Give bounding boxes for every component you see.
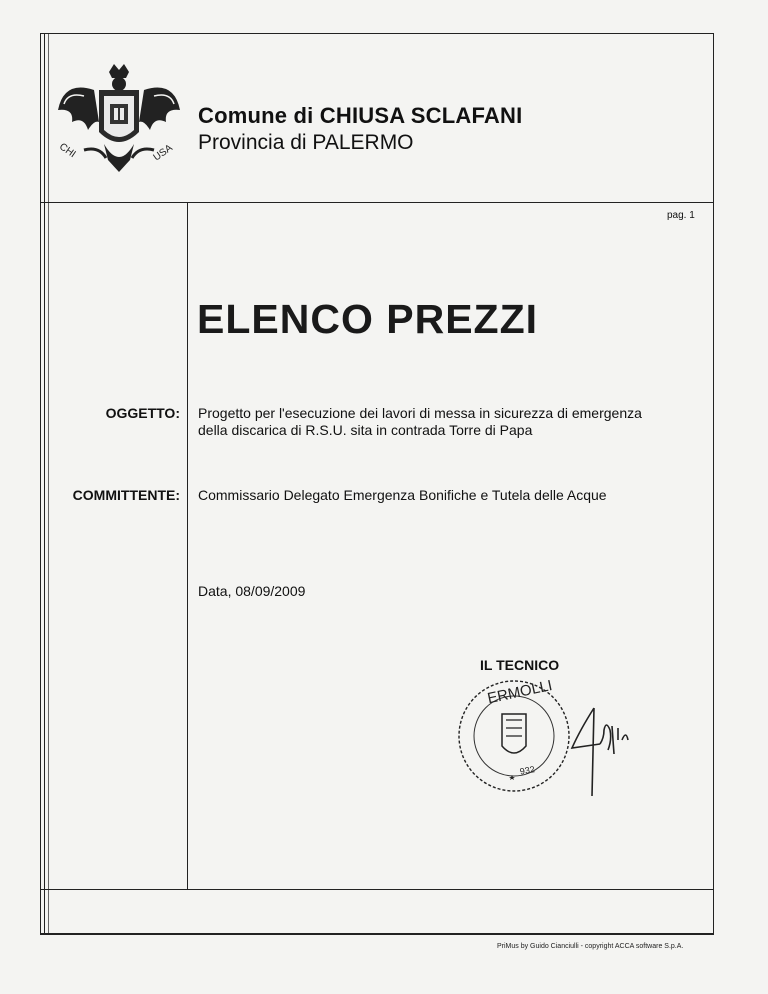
frame-left-line-3 [48, 33, 49, 935]
frame-left-line-2 [44, 33, 45, 935]
municipality-title: Comune di CHIUSA SCLAFANI [198, 103, 523, 128]
committente-label: COMMITTENTE: [72, 487, 180, 503]
stamp-number-text: 932 [519, 764, 536, 777]
frame-top-line [40, 33, 714, 34]
province-subtitle: Provincia di PALERMO [198, 131, 414, 154]
frame-left-line-1 [40, 33, 41, 935]
column-divider [187, 202, 188, 890]
oggetto-line-2: della discarica di R.S.U. sita in contrada Torre di Papa [198, 422, 533, 438]
handwritten-signature [560, 700, 640, 800]
signature-label: IL TECNICO [480, 657, 560, 673]
crest-text-right: USA [151, 142, 175, 164]
frame-bottom-line [40, 933, 714, 935]
page-number: pag. 1 [667, 210, 695, 221]
frame-right-line [713, 33, 714, 935]
coat-of-arms-logo [54, 60, 184, 185]
document-title: ELENCO PREZZI [197, 296, 539, 342]
oggetto-label: OGGETTO: [105, 405, 180, 421]
stamp-name-text: ERMOLLI [485, 676, 554, 708]
committente-value: Commissario Delegato Emergenza Bonifiche e Tutela delle Acque [198, 487, 607, 503]
crest-text-left: CHI [57, 141, 78, 161]
document-date: Data, 08/09/2009 [198, 583, 306, 599]
oggetto-line-1: Progetto per l'esecuzione dei lavori di messa in sicurezza di emergenza [198, 405, 642, 421]
software-footer: PriMus by Guido Cianciulli - copyright ACCA software S.p.A. [497, 943, 684, 950]
header-divider [40, 202, 714, 203]
bottom-divider [40, 889, 714, 890]
